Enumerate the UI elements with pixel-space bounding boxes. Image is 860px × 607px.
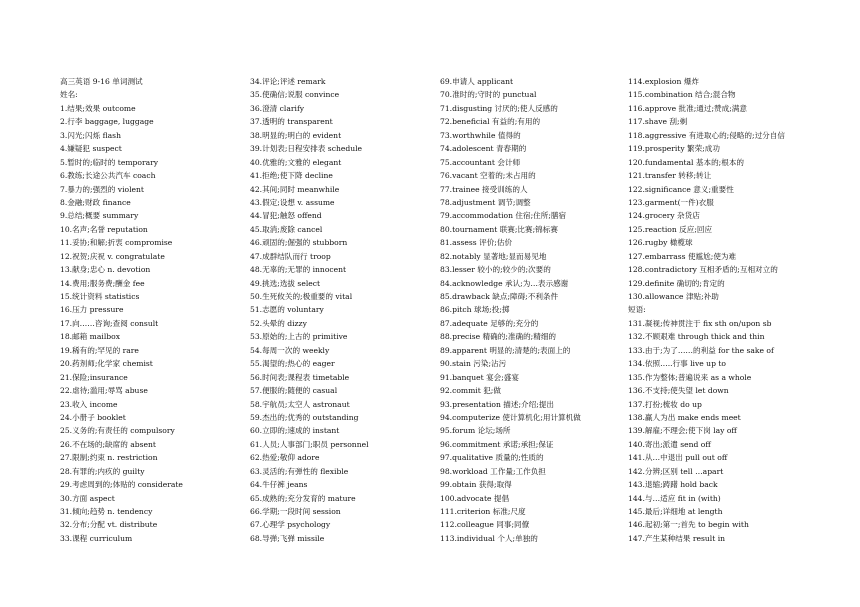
vocab-line: 27.限制;约束 n. restriction (60, 453, 158, 463)
vocab-line: 99.obtain 获得;取得 (440, 480, 512, 490)
vocab-line: 36.澄清 clarify (250, 103, 305, 113)
vocab-line: 120.fundamental 基本的;根本的 (628, 157, 745, 167)
vocab-line: 66.学期;一段时间 session (250, 507, 341, 516)
vocab-line: 29.考虑周到的;体贴的 considerate (60, 480, 183, 490)
vocab-line: 85.drawback 缺点;障碍;不利条件 (440, 292, 559, 301)
vocab-line: 124.grocery 杂货店 (628, 211, 700, 221)
vocab-line: 33.课程 curriculum (60, 533, 133, 543)
vocab-line: 73.worthwhile 值得的 (440, 130, 521, 140)
vocab-line: 32.分布;分配 vt. distribute (60, 520, 158, 530)
vocab-line: 143.退缩;踌躇 hold back (628, 480, 718, 490)
vocab-line: 63.灵活的;有弹性的 flexible (250, 466, 349, 476)
vocab-line: 8.金融;财政 finance (60, 197, 131, 207)
vocab-line: 75.accountant 会计师 (440, 157, 521, 167)
vocab-line: 26.不在场的;缺席的 absent (60, 439, 156, 449)
vocab-line: 19.稀有的;罕见的 rare (60, 345, 139, 355)
vocab-line: 84.acknowledge 承认;为…表示感谢 (440, 278, 569, 288)
vocab-line: 48.无辜的;无罪的 innocent (250, 265, 347, 275)
vocab-line: 89.apparent 明显的;清楚的;表面上的 (440, 345, 571, 355)
vocab-line: 35.使确信;说服 convince (250, 90, 340, 100)
vocab-line: 12.祝贺;庆祝 v. congratulate (60, 251, 165, 261)
vocab-line: 132.不顾艰难 through thick and thin (628, 332, 765, 342)
vocab-line: 72.beneficial 有益的;有用的 (440, 117, 541, 127)
vocab-line: 114.explosion 爆炸 (628, 77, 699, 86)
vocab-line: 42.其间;同时 meanwhile (250, 184, 340, 194)
vocab-line: 57.便服的;随便的 casual (250, 386, 338, 396)
vocab-line: 137.打扮;梳妆 do up (628, 399, 702, 409)
vocab-line: 43.假定;设想 v. assume (250, 197, 335, 207)
vocab-line: 64.牛仔裤 jeans (250, 480, 308, 490)
vocab-line: 92.commit 犯;做 (440, 386, 501, 396)
vocab-line: 14.费用;服务费;酬金 fee (60, 278, 145, 288)
vocab-line: 128.contradictory 互相矛盾的;互相对立的 (628, 265, 778, 275)
vocab-line: 39.计划表;日程安排表 schedule (250, 144, 363, 154)
vocab-line: 82.notably 显著地;显而易见地 (440, 251, 547, 261)
vocab-line: 135.作为整体;普遍说来 as a whole (628, 372, 752, 382)
vocab-line: 97.qualitative 质量的;性质的 (440, 453, 544, 463)
vocab-line: 129.definite 确切的;肯定的 (628, 278, 725, 288)
vocab-line: 2.行李 baggage, luggage (60, 117, 154, 127)
vocab-line: 86.pitch 球场;投;掷 (440, 305, 510, 315)
vocab-line: 138.赢人为出 make ends meet (628, 412, 741, 422)
vocab-line: 34.评论;评述 remark (250, 77, 326, 86)
vocab-line: 61.人员;人事部门;职员 personnel (250, 439, 369, 449)
vocab-line: 15.统计资料 statistics (60, 292, 140, 301)
vocab-line: 111.criterion 标准;尺度 (440, 507, 526, 516)
vocab-line: 69.申请人 applicant (440, 77, 514, 86)
vocab-line: 136.不支持;使失望 let down (628, 386, 729, 396)
vocab-line: 40.优雅的;文雅的 elegant (250, 157, 342, 167)
vocab-line: 141.从…中退出 pull out off (628, 453, 728, 463)
vocab-line: 123.garment(一件)衣服 (628, 197, 714, 207)
vocab-line: 50.生死攸关的;极重要的 vital (250, 292, 353, 301)
vocab-line: 44.冒犯;触怒 offend (250, 211, 322, 221)
vocab-line: 145.最后;详细地 at length (628, 507, 723, 516)
vocab-line: 81.assess 评价;估价 (440, 238, 513, 248)
vocab-line: 16.压力 pressure (60, 305, 124, 315)
vocab-line: 54.每周一次的 weekly (250, 345, 330, 355)
vocab-line: 83.lesser 较小的;较少的;次要的 (440, 265, 551, 275)
vocab-line: 71.disgusting 讨厌的;使人反感的 (440, 103, 558, 113)
column-3 (440, 75, 620, 545)
vocab-line: 116.approve 批准;通过;赞成;满意 (628, 103, 747, 113)
vocab-line: 18.邮箱 mailbox (60, 332, 120, 342)
vocab-line: 78.adjustment 调节;调整 (440, 197, 531, 207)
vocab-line: 127.embarrass 使尴尬;使为难 (628, 251, 737, 261)
vocab-line: 52.头晕的 dizzy (250, 318, 307, 328)
vocab-line: 21.保险;insurance (60, 372, 128, 382)
vocab-line: 3.闪光;闪烁 flash (60, 130, 121, 140)
vocab-line: 6.教练;长途公共汽车 coach (60, 171, 156, 181)
vocab-line: 59.杰出的;优秀的 outstanding (250, 412, 359, 422)
vocab-line: 122.significance 意义;重要性 (628, 184, 734, 194)
vocab-line: 130.allowance 津贴;补助 (628, 292, 719, 301)
vocab-line: 87.adequate 足够的;充分的 (440, 318, 539, 328)
vocab-line: 98.workload 工作量;工作负担 (440, 466, 546, 476)
vocab-line: 25.义务的;有责任的 compulsory (60, 426, 175, 436)
vocab-line: 65.成熟的;充分发育的 mature (250, 493, 356, 503)
vocab-line: 79.accommodation 住宿;住所;膳宿 (440, 211, 567, 221)
vocab-line: 20.药剂师;化学家 chemist (60, 359, 153, 369)
vocab-line: 53.原始的;上古的 primitive (250, 332, 348, 342)
vocab-line: 121.transfer 转移;转让 (628, 171, 712, 181)
vocab-line: 24.小册子 booklet (60, 412, 126, 422)
vocab-line: 125.reaction 反应;回应 (628, 224, 713, 234)
vocab-line: 短语: (628, 305, 646, 315)
vocab-line: 62.热爱;敬仰 adore (250, 453, 320, 463)
vocab-line: 142.分辨;区别 tell …apart (628, 466, 724, 476)
vocab-line: 41.拒绝;使下降 decline (250, 171, 333, 181)
vocab-line: 77.trainee 接受训练的人 (440, 184, 528, 194)
vocab-line: 134.依照…..行事 live up to (628, 359, 726, 369)
vocab-line: 47.成群结队而行 troop (250, 251, 331, 261)
vocab-line: 49.挑选;选拔 select (250, 278, 321, 288)
column-2 (250, 75, 430, 545)
vocab-line: 56.时间表;课程表 timetable (250, 372, 350, 382)
vocab-line: 4.嫌疑犯 suspect (60, 144, 122, 154)
vocab-line: 90.stain 污染;沾污 (440, 359, 507, 369)
vocab-line: 67.心理学 psychology (250, 520, 331, 530)
vocab-line: 140.寄出;派遣 send off (628, 439, 711, 449)
vocab-line: 70.准时的;守时的 punctual (440, 90, 537, 100)
vocab-line: 55.渴望的;热心的 eager (250, 359, 335, 369)
vocab-line: 17.向……咨询;查阅 consult (60, 318, 159, 328)
vocab-line: 5.暂时的;临时的 temporary (60, 157, 159, 167)
vocab-line: 76.vacant 空着的;未占用的 (440, 171, 536, 181)
vocab-line: 88.precise 精确的;准确的;精细的 (440, 332, 557, 342)
vocab-line: 58.宇航员;太空人 astronaut (250, 399, 350, 409)
vocab-line: 30.方面 aspect (60, 493, 115, 503)
vocab-line: 45.取消;废除 cancel (250, 224, 323, 234)
vocab-line: 10.名声;名誉 reputation (60, 224, 148, 234)
vocab-line: 126.rugby 橄榄球 (628, 238, 693, 248)
vocab-line: 115.combination 结合;混合物 (628, 90, 736, 100)
vocab-line: 119.prosperity 繁荣;成功 (628, 144, 720, 154)
vocab-line: 144.与…适应 fit in (with) (628, 493, 721, 503)
vocab-line: 146.起初;第一;首先 to begin with (628, 520, 749, 530)
vocab-line: 100.advocate 提倡 (440, 493, 510, 503)
vocab-line: 60.立即的;速成的 instant (250, 426, 340, 436)
vocab-line: 112.colleague 同事;同僚 (440, 520, 530, 530)
vocab-line: 46.顽固的;倔强的 stubborn (250, 238, 348, 248)
vocab-line: 11.妥协;和解;折衷 compromise (60, 238, 173, 248)
vocab-line: 93.presentation 描述;介绍;提出 (440, 399, 554, 409)
vocab-line: 95.forum 论坛;场所 (440, 426, 511, 436)
vocab-line: 131.凝视;传神贯注于 fix sth on/upon sb (628, 318, 772, 328)
vocab-line: 37.透明的 transparent (250, 117, 333, 127)
vocab-line: 1.结果;效果 outcome (60, 103, 136, 113)
column-1 (60, 75, 240, 545)
vocab-line: 22.虐待;滥用;辱骂 abuse (60, 386, 148, 396)
vocab-line: 113.individual 个人;单独的 (440, 533, 538, 543)
vocab-line: 117.shave 刮;剃 (628, 117, 688, 127)
vocab-line: 51.志愿的 voluntary (250, 305, 324, 315)
vocab-line: 96.commitment 承诺;承担;保证 (440, 439, 554, 449)
column-4 (628, 75, 828, 545)
vocab-line: 133.由于;为了……的利益 for the sake of (628, 345, 774, 355)
vocab-line: 74.adolescent 青春期的 (440, 144, 527, 154)
vocab-line: 68.导弹;飞弹 missile (250, 533, 325, 543)
vocab-line: 38.明显的;明白的 evident (250, 130, 342, 140)
vocab-line: 80.tournament 联赛;比赛;锦标赛 (440, 224, 558, 234)
vocab-line: 147.产生某种结果 result in (628, 533, 726, 543)
vocab-line: 9.总结;概要 summary (60, 211, 139, 221)
vocab-line: 31.倾向;趋势 n. tendency (60, 507, 153, 516)
vocab-line: 94.computerize 使计算机化;用计算机做 (440, 412, 581, 422)
vocab-line: 高三英语 9-16 单词测试 (60, 77, 143, 86)
vocab-line: 23.收入 income (60, 399, 118, 409)
vocab-line: 118.aggressive 有进取心的;侵略的;过分自信 (628, 130, 785, 140)
vocab-line: 姓名: (60, 90, 78, 100)
vocab-line: 139.解雇;不理会;使下岗 lay off (628, 426, 737, 436)
vocab-line: 13.献身;忠心 n. devotion (60, 265, 151, 275)
vocab-line: 28.有罪的;内疚的 guilty (60, 466, 145, 476)
vocab-line: 91.banquet 宴会;盛宴 (440, 372, 519, 382)
vocab-line: 7.暴力的;强烈的 violent (60, 184, 144, 194)
